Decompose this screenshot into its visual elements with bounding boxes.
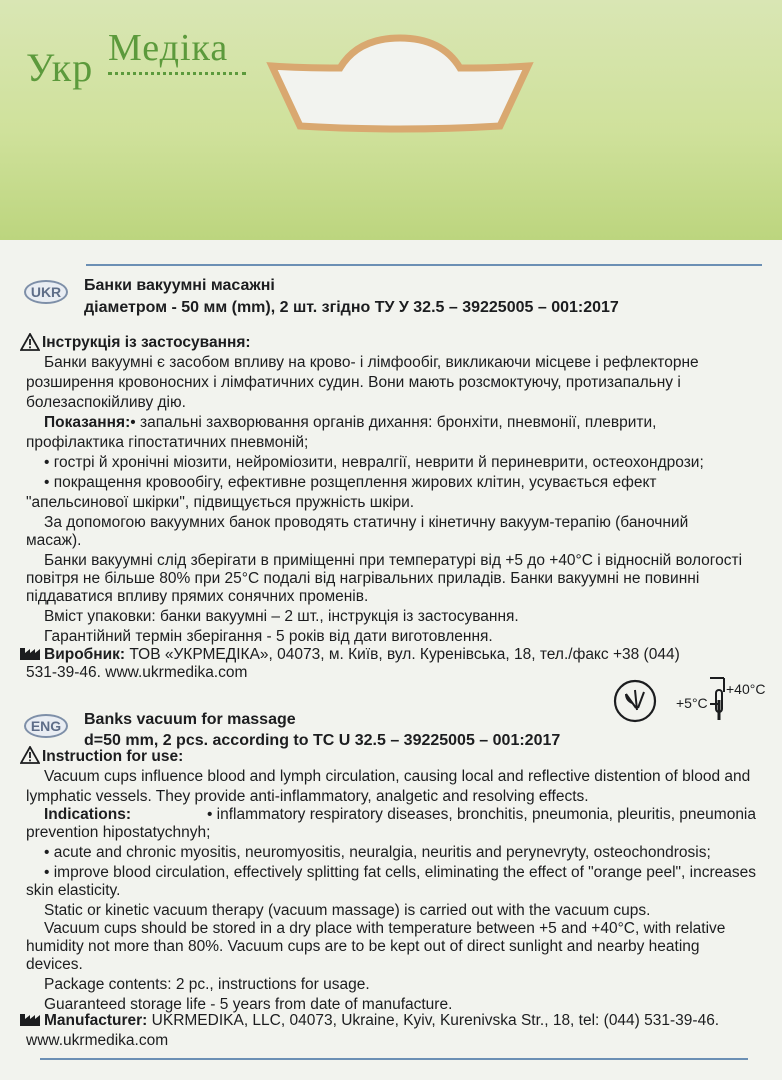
food-safe-icon: [612, 678, 658, 724]
eng-desc-line: lymphatic vessels. They provide anti-inflammatory, analgetic and resolving effects.: [26, 788, 589, 805]
temp-high-label: +40°C: [726, 681, 766, 697]
ukr-desc-line: Банки вакуумні є засобом впливу на крово- і лімфообіг, викликаючи місцеве і рефлекторне: [44, 354, 699, 371]
manufacturer-icon: [20, 1012, 42, 1026]
ukr-product-spec: діаметром - 50 мм (mm), 2 шт. згідно ТУ У 32.5 – 39225005 – 001:2017: [84, 299, 619, 316]
ukr-language-badge: UKR: [24, 280, 68, 304]
eng-desc-line: Vacuum cups influence blood and lymph circulation, causing local and reflective distention of blood and: [44, 768, 751, 785]
package-header: [0, 0, 782, 240]
eng-manufacturer-line: Manufacturer: UKRMEDIKA, LLC, 04073, Ukraine, Kyiv, Kurenivska Str., 18, tel: (044) 531-39-46.: [44, 1012, 720, 1029]
ukr-manufacturer-label: Виробник:: [44, 646, 126, 663]
warning-icon: [20, 746, 40, 764]
bottom-divider: [40, 1058, 748, 1060]
eng-product-title: Banks vacuum for massage: [84, 711, 296, 728]
eng-storage-line: humidity not more than 80%. Vacuum cups are to be kept out of direct sunlight and nearby heating: [26, 938, 700, 955]
ukr-storage-line: повітря не більше 80% при 25°C подалі від нагрівальних приладів. Банки вакуумні не повинні: [26, 570, 700, 587]
eng-indications-line: • improve blood circulation, effectively splitting fat cells, eliminating the effect of "orange peel", increases: [44, 864, 757, 881]
temp-low-label: +5°C: [676, 695, 708, 711]
ukr-product-title: Банки вакуумні масажні: [84, 277, 275, 294]
logo-part-medika: Медіка: [108, 27, 229, 69]
ukr-warranty: Гарантійний термін зберігання - 5 років від дати виготовлення.: [44, 628, 493, 645]
ukr-indications-line: Показання:• запальні захворювання органів дихання: бронхіти, пневмонії, плеврити,: [44, 414, 657, 431]
ukr-manufacturer-line: Виробник: ТОВ «УКРМЕДІКА», 04073, м. Київ, вул. Куренівська, 18, тел./факс +38 (044): [44, 646, 680, 663]
eng-indications-label: Indications:: [44, 806, 131, 823]
ukr-indications-line: • покращення кровообігу, ефективне розщеплення жирових клітин, усувається ефект: [44, 474, 657, 491]
brand-logo: [26, 26, 256, 96]
eng-indications-line: Indications: • inflammatory respiratory diseases, bronchitis, pneumonia, pleuritis, pneumonia: [44, 806, 756, 823]
ukr-manufacturer-contacts: 531-39-46. www.ukrmedika.com: [26, 664, 248, 681]
eng-indications-line: skin elasticity.: [26, 882, 121, 899]
eng-language-badge: ENG: [24, 714, 68, 738]
ukr-desc-line: розширення кровоносних і лімфатичних судин. Вони мають розсмоктуючу, протизапальну і: [26, 374, 681, 391]
logo-underline: [108, 72, 246, 75]
eng-therapy-line: Static or kinetic vacuum therapy (vacuum massage) is carried out with the vacuum cups.: [44, 902, 651, 919]
ukr-indications-line: • гострі й хронічні міозити, нейроміозити, невралгії, неврити й периневрити, остеохондрози;: [44, 454, 704, 471]
logo-part-ukr: Укр: [26, 45, 94, 90]
eng-website: www.ukrmedika.com: [26, 1032, 169, 1049]
warning-icon: [20, 333, 40, 351]
ukr-therapy-line: масаж).: [26, 532, 82, 549]
eng-indications-line: • acute and chronic myositis, neuromyositis, neuralgia, neuritis and perynevryty, osteochondrosis;: [44, 844, 711, 861]
ukr-desc-line: болезаспокійливу дію.: [26, 394, 186, 411]
ukr-therapy-line: За допомогою вакуумних банок проводять статичну і кінетичну вакуум-терапію (баночний: [44, 514, 689, 531]
ukr-storage-line: Банки вакуумні слід зберігати в приміщенні при температурі від +5 до +40°C і відносній вологості: [44, 552, 743, 569]
eng-storage-line: Vacuum cups should be stored in a dry place with temperature between +5 and +40°C, with relative: [44, 920, 726, 937]
ukr-package-contents: Вміст упаковки: банки вакуумні – 2 шт., інструкція із застосування.: [44, 608, 519, 625]
top-divider: [86, 264, 762, 266]
ukr-indications-label: Показання:: [44, 414, 131, 431]
eng-warranty: Guaranteed storage life - 5 years from date of manufacture.: [44, 996, 453, 1013]
eng-manufacturer-label: Manufacturer:: [44, 1012, 148, 1029]
eng-package-contents: Package contents: 2 pc., instructions for usage.: [44, 976, 370, 993]
eng-product-spec: d=50 mm, 2 pcs. according to TC U 32.5 – 39225005 – 001:2017: [84, 732, 561, 749]
manufacturer-icon: [20, 646, 42, 660]
eng-indications-line: prevention hipostatychnyh;: [26, 824, 211, 841]
ukr-storage-line: піддаватися впливу прямих сонячних променів.: [26, 588, 369, 605]
ukr-instruction-heading: Інструкція із застосування:: [42, 334, 251, 351]
ukr-indications-line: "апельсинової шкірки", підвищується пружність шкіри.: [26, 494, 415, 511]
eng-instruction-heading: Instruction for use:: [42, 748, 184, 765]
ukr-indications-line: профілактика гіпостатичних пневмоній;: [26, 434, 309, 451]
eng-storage-line: devices.: [26, 956, 83, 973]
